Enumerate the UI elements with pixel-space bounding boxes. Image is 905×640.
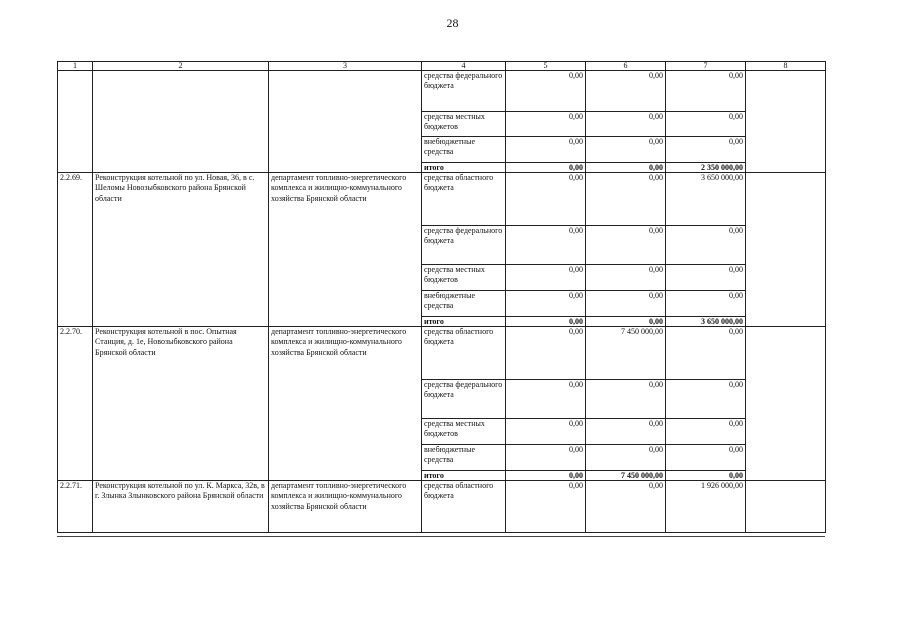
value-cell: 0,00 [586,265,666,291]
item-executor: департамент топливно-энергетического комплекса и жилищно-коммунального хозяйства Брянской области [269,481,422,533]
value-cell: 0,00 [586,380,666,419]
header-row [58,62,826,71]
item-number: 2.2.69. [58,173,93,327]
value-cell: 1 926 000,00 [666,481,746,533]
table-row [58,327,826,380]
total-value: 7 450 000,00 [586,471,666,481]
column-8-cell [746,173,826,327]
value-cell: 0,00 [666,226,746,265]
total-value: 0,00 [506,317,586,327]
value-cell: 0,00 [506,173,586,226]
value-cell: 0,00 [586,173,666,226]
value-cell: 0,00 [666,445,746,471]
item-number: 2.2.71. [58,481,93,533]
funding-source: средства местных бюджетов [422,112,506,137]
funding-source: средства федерального бюджета [422,71,506,112]
page-bottom-rule [57,536,825,537]
total-label: итого [422,317,506,327]
funding-source: средства областного бюджета [422,173,506,226]
column-header: 6 [586,62,666,71]
value-cell: 0,00 [586,291,666,317]
total-value: 0,00 [586,317,666,327]
item-executor: департамент топливно-энергетического комплекса и жилищно-коммунального хозяйства Брянской области [269,173,422,327]
column-header: 5 [506,62,586,71]
column-8-cell [746,327,826,481]
value-cell: 0,00 [506,327,586,380]
item-executor: департамент топливно-энергетического комплекса и жилищно-коммунального хозяйства Брянской области [269,327,422,481]
column-header: 3 [269,62,422,71]
item-name: Реконструкция котельной в пос. Опытная Станция, д. 1е, Новозыбковского района Брянской области [93,327,269,481]
total-value: 0,00 [586,163,666,173]
funding-source: внебюджетные средства [422,291,506,317]
value-cell: 0,00 [586,419,666,445]
funding-source: средства федерального бюджета [422,226,506,265]
total-value: 0,00 [506,471,586,481]
value-cell: 0,00 [586,481,666,533]
funding-source: средства местных бюджетов [422,265,506,291]
value-cell: 0,00 [586,71,666,112]
value-cell: 0,00 [586,112,666,137]
item-number: 2.2.70. [58,327,93,481]
funding-source: средства местных бюджетов [422,419,506,445]
item-number-cell [58,71,93,173]
total-value: 3 650 000,00 [666,317,746,327]
item-name: Реконструкция котельной по ул. Новая, 36, в с. Шеломы Новозыбковского района Брянской области [93,173,269,327]
table-row [58,173,826,226]
column-8-cell [746,71,826,173]
value-cell: 0,00 [506,445,586,471]
value-cell: 0,00 [666,327,746,380]
total-value: 0,00 [506,163,586,173]
value-cell: 0,00 [666,137,746,163]
total-label: итого [422,163,506,173]
value-cell: 0,00 [666,71,746,112]
funding-source: средства федерального бюджета [422,380,506,419]
value-cell: 0,00 [506,481,586,533]
value-cell: 0,00 [586,226,666,265]
value-cell: 0,00 [586,445,666,471]
total-value: 0,00 [666,471,746,481]
item-name: Реконструкция котельной по ул. К. Маркса, 32в, в г. Злынка Злынковского района Брянской области [93,481,269,533]
total-value: 2 350 000,00 [666,163,746,173]
value-cell: 0,00 [666,265,746,291]
value-cell: 0,00 [666,380,746,419]
value-cell: 0,00 [506,419,586,445]
table-row [58,71,826,112]
column-header: 2 [93,62,269,71]
page-number: 28 [446,16,459,30]
value-cell: 0,00 [506,112,586,137]
budget-table [57,61,826,533]
item-name-cell [93,71,269,173]
total-label: итого [422,471,506,481]
value-cell: 0,00 [506,291,586,317]
value-cell: 0,00 [666,112,746,137]
value-cell: 0,00 [586,137,666,163]
value-cell: 0,00 [506,380,586,419]
value-cell: 0,00 [666,291,746,317]
value-cell: 3 650 000,00 [666,173,746,226]
funding-source: внебюджетные средства [422,137,506,163]
item-executor-cell [269,71,422,173]
value-cell: 0,00 [506,137,586,163]
column-header: 7 [666,62,746,71]
value-cell: 0,00 [666,419,746,445]
value-cell: 0,00 [506,265,586,291]
column-header: 8 [746,62,826,71]
value-cell: 7 450 000,00 [586,327,666,380]
value-cell: 0,00 [506,226,586,265]
column-header: 4 [422,62,506,71]
table-row [58,481,826,533]
column-8-cell [746,481,826,533]
value-cell: 0,00 [506,71,586,112]
funding-source: внебюджетные средства [422,445,506,471]
column-header: 1 [58,62,93,71]
funding-source: средства областного бюджета [422,481,506,533]
funding-source: средства областного бюджета [422,327,506,380]
